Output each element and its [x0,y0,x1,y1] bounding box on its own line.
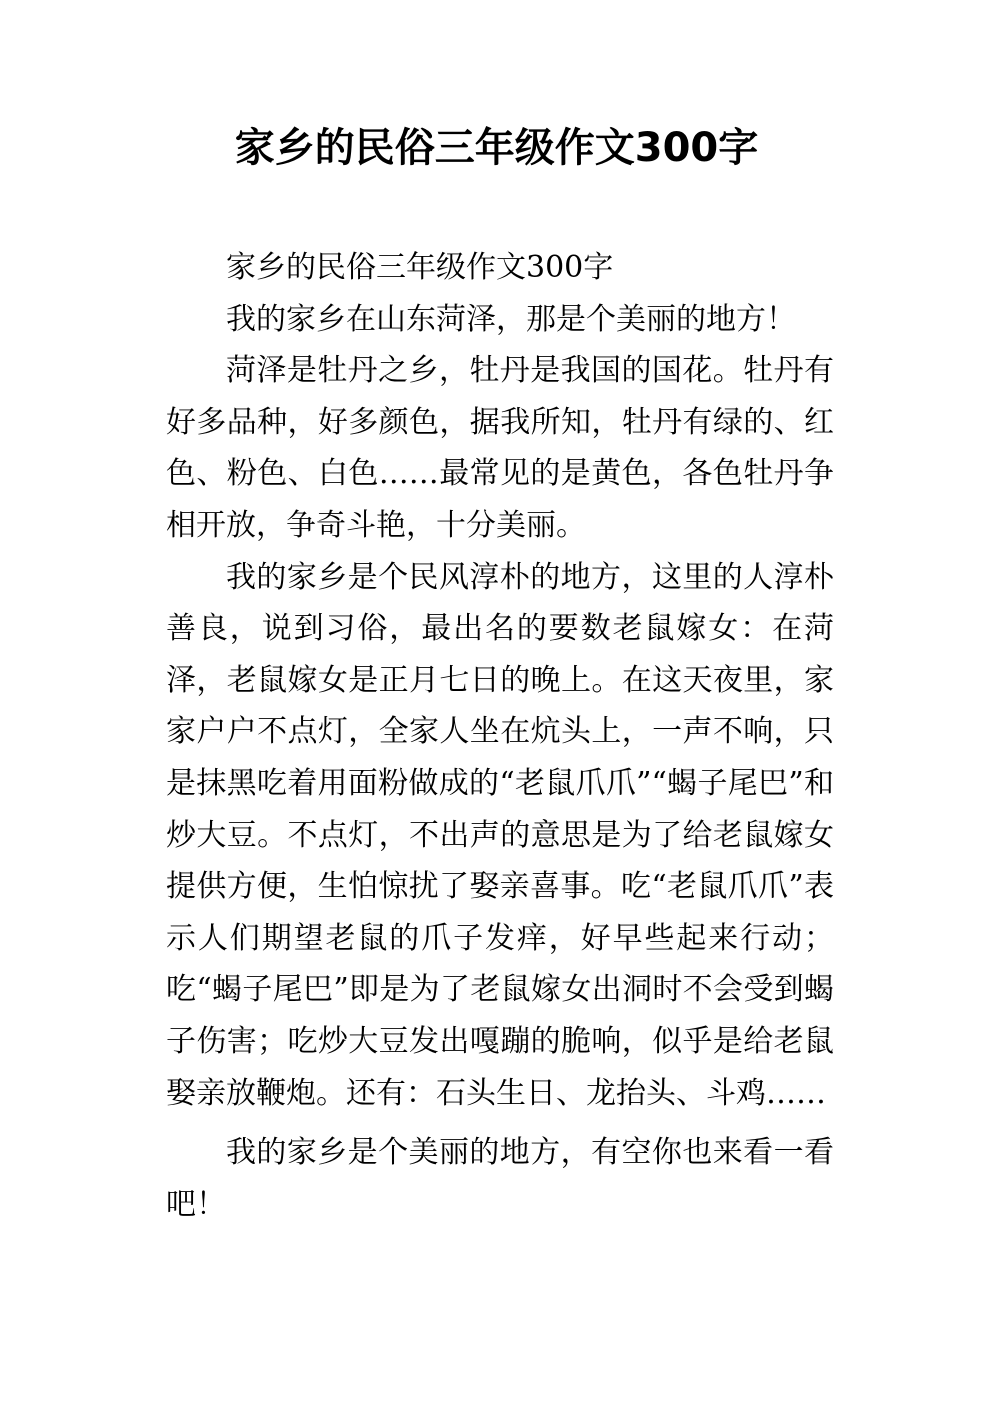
document-body [166,242,834,1230]
paragraph-subtitle: 家乡的民俗三年级作文300字 [226,250,614,285]
paragraph-customs: 我的家乡是个民风淳朴的地方，这里的人淳朴善良，说到习俗，最出名的要数老鼠嫁女：在菏泽，老鼠嫁女是正月七日的晚上。在这天夜里，家家户户不点灯，全家人坐在炕头上，一声不响，只是抹黑吃着用面粉做成的“老鼠爪爪”“蝎子尾巴”和炒大豆。不点灯，不出声的意思是为了给老鼠嫁女提供方便，生怕惊扰了娶亲喜事。吃“老鼠爪爪”表示人们期望老鼠的爪子发痒，好早些起来行动；吃“蝎子尾巴”即是为了老鼠嫁女出洞时不会受到蝎子伤害；吃炒大豆发出嘎蹦的脆响，似乎是给老鼠娶亲放鞭炮。还有：石头生日、龙抬头、斗鸡…… [166,559,834,1111]
paragraph-peony: 菏泽是牡丹之乡，牡丹是我国的国花。牡丹有好多品种，好多颜色，据我所知，牡丹有绿的、红色、粉色、白色……最常见的是黄色，各色牡丹争相开放，争奇斗艳，十分美丽。 [166,353,834,543]
paragraph-intro: 我的家乡在山东菏泽，那是个美丽的地方！ [226,301,796,337]
paragraph-conclusion: 我的家乡是个美丽的地方，有空你也来看一看吧！ [166,1135,834,1222]
document-title: 家乡的民俗三年级作文300字 [234,125,759,171]
